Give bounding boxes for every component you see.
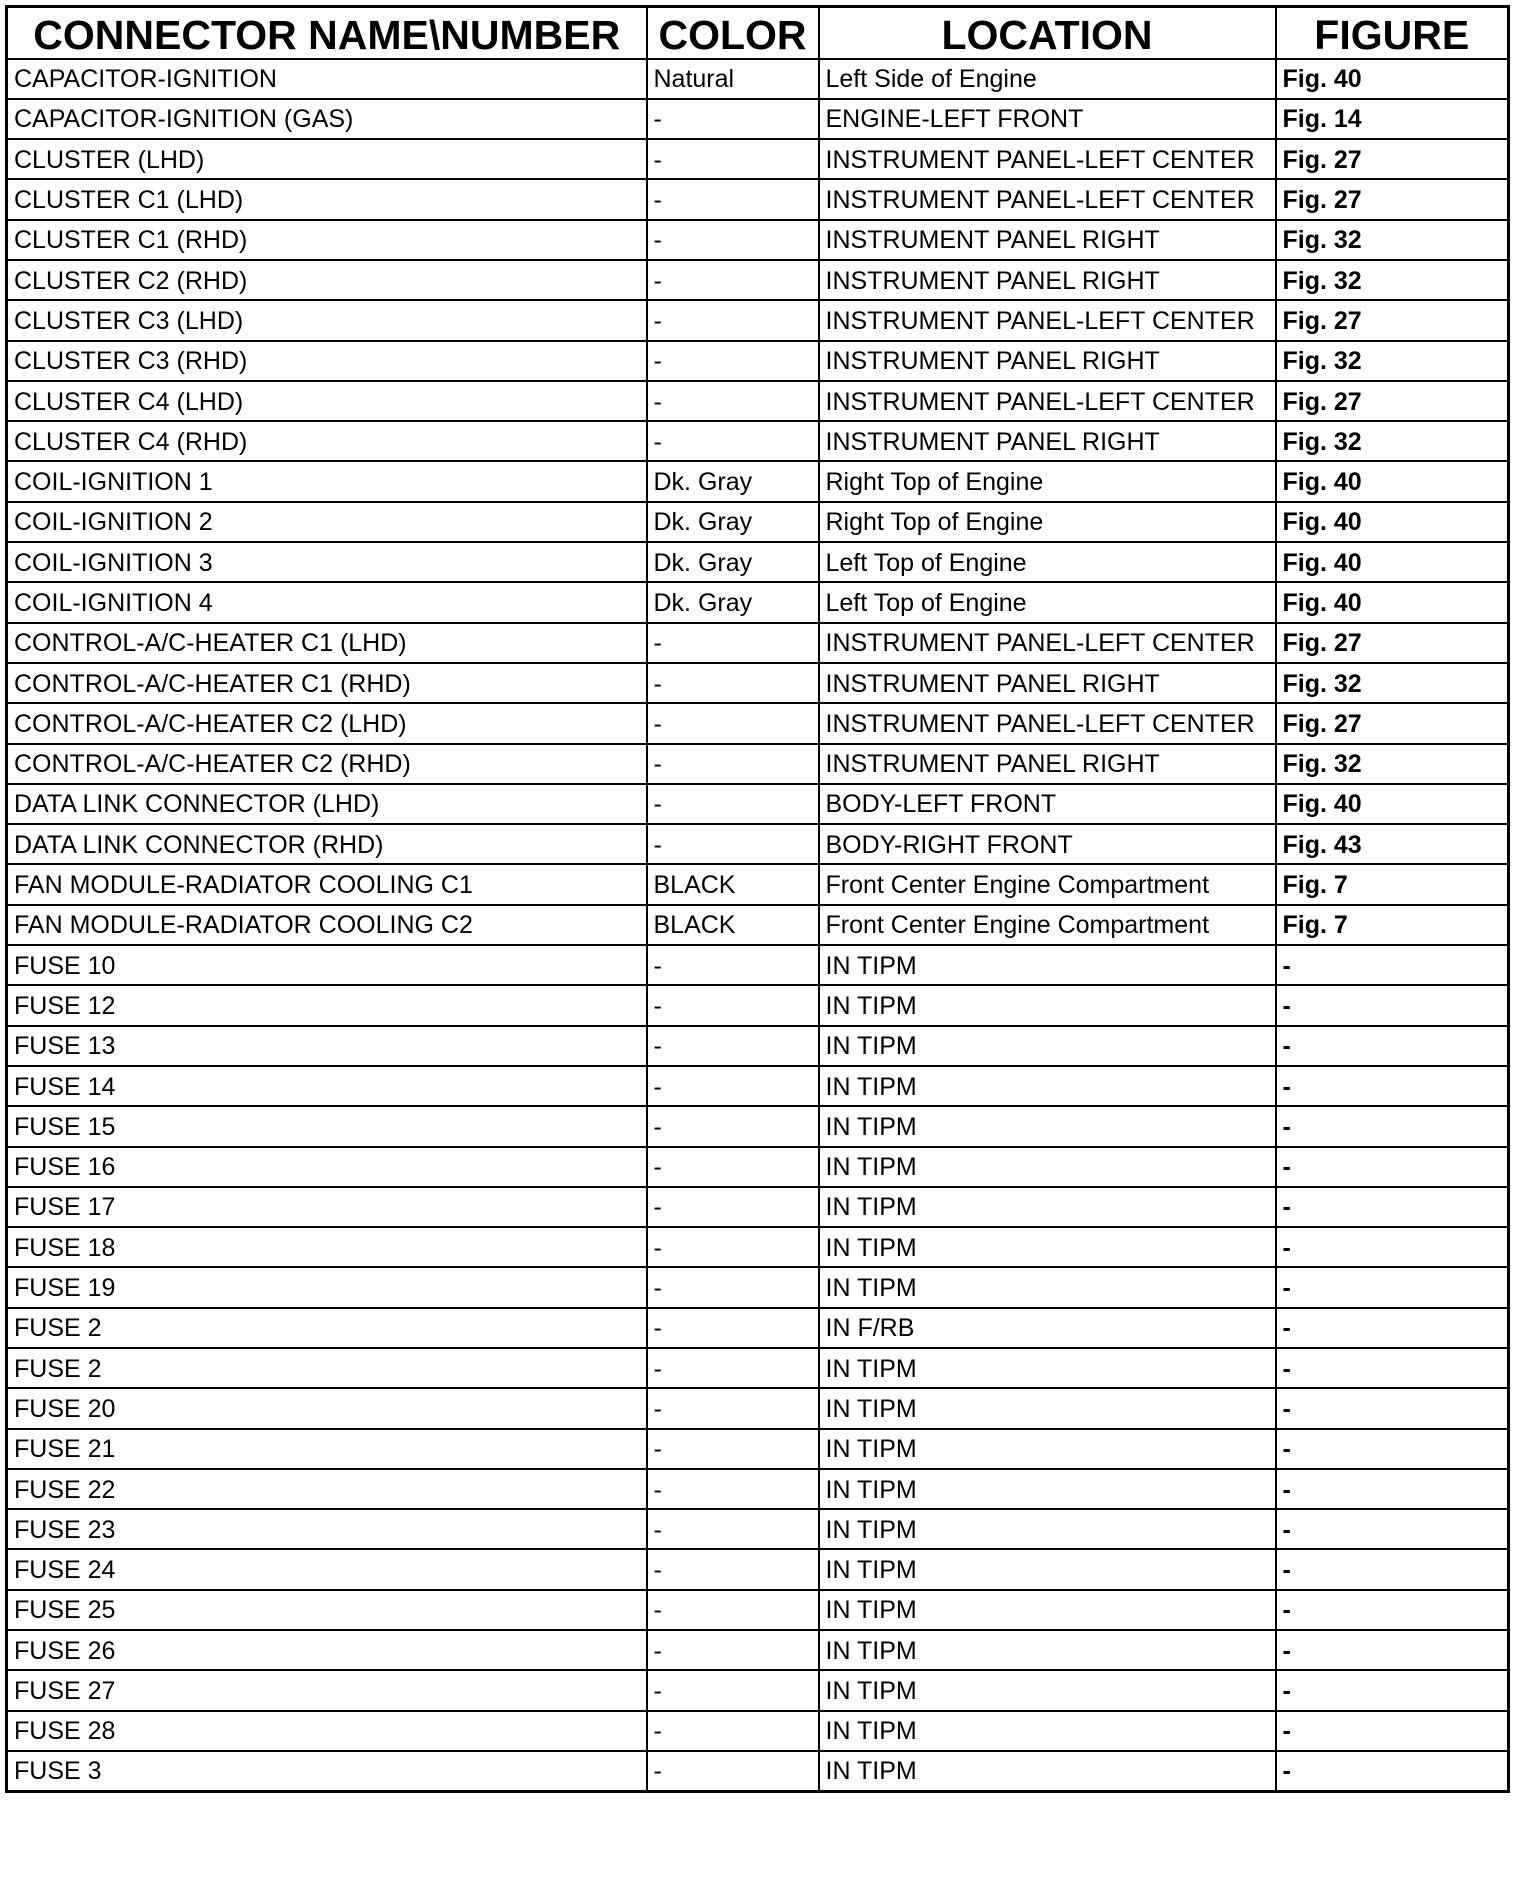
cell-color: - [647,381,819,421]
cell-figure: Fig. 40 [1276,542,1509,582]
cell-connector-name: COIL-IGNITION 1 [7,461,647,501]
cell-location: IN TIPM [819,1429,1276,1469]
cell-location: IN TIPM [819,1066,1276,1106]
table-row [7,1549,1509,1589]
cell-figure: - [1276,1711,1509,1751]
cell-figure: - [1276,1670,1509,1710]
cell-connector-name: FUSE 18 [7,1227,647,1267]
cell-location: INSTRUMENT PANEL RIGHT [819,421,1276,461]
cell-color: - [647,985,819,1025]
cell-connector-name: CLUSTER C4 (RHD) [7,421,647,461]
cell-color: - [647,1549,819,1589]
cell-connector-name: FAN MODULE-RADIATOR COOLING C1 [7,864,647,904]
cell-location: INSTRUMENT PANEL RIGHT [819,260,1276,300]
cell-location: IN TIPM [819,1549,1276,1589]
cell-figure: - [1276,945,1509,985]
cell-connector-name: FAN MODULE-RADIATOR COOLING C2 [7,905,647,945]
table-row [7,1147,1509,1187]
table-row [7,179,1509,219]
cell-figure: - [1276,985,1509,1025]
cell-figure: Fig. 43 [1276,824,1509,864]
table-row [7,1066,1509,1106]
cell-figure: - [1276,1227,1509,1267]
table-row [7,542,1509,582]
cell-location: IN F/RB [819,1308,1276,1348]
header-connector-name: CONNECTOR NAME\NUMBER [7,7,647,59]
cell-figure: - [1276,1026,1509,1066]
cell-figure: Fig. 7 [1276,905,1509,945]
cell-figure: Fig. 27 [1276,623,1509,663]
cell-color: - [647,1388,819,1428]
table-row [7,824,1509,864]
cell-location: IN TIPM [819,945,1276,985]
cell-location: Left Top of Engine [819,582,1276,622]
cell-figure: - [1276,1630,1509,1670]
cell-figure: - [1276,1187,1509,1227]
cell-figure: Fig. 40 [1276,502,1509,542]
table-header [7,7,1509,59]
cell-color: - [647,341,819,381]
cell-connector-name: FUSE 26 [7,1630,647,1670]
cell-figure: - [1276,1429,1509,1469]
table-row [7,1630,1509,1670]
table-row [7,1469,1509,1509]
cell-connector-name: CLUSTER C3 (LHD) [7,300,647,340]
cell-color: Dk. Gray [647,582,819,622]
cell-color: - [647,1469,819,1509]
cell-location: INSTRUMENT PANEL RIGHT [819,744,1276,784]
cell-figure: Fig. 27 [1276,703,1509,743]
cell-figure: - [1276,1106,1509,1146]
cell-color: - [647,1670,819,1710]
cell-connector-name: FUSE 16 [7,1147,647,1187]
cell-location: IN TIPM [819,1267,1276,1307]
table-row [7,1388,1509,1428]
table-row [7,663,1509,703]
table-row [7,905,1509,945]
cell-connector-name: CLUSTER C2 (RHD) [7,260,647,300]
cell-color: - [647,663,819,703]
table-row [7,582,1509,622]
cell-location: Right Top of Engine [819,502,1276,542]
cell-location: INSTRUMENT PANEL-LEFT CENTER [819,179,1276,219]
cell-connector-name: FUSE 17 [7,1187,647,1227]
cell-figure: Fig. 14 [1276,99,1509,139]
table-row [7,703,1509,743]
cell-figure: Fig. 32 [1276,744,1509,784]
cell-figure: - [1276,1388,1509,1428]
cell-location: IN TIPM [819,985,1276,1025]
cell-color: - [647,99,819,139]
cell-connector-name: FUSE 23 [7,1509,647,1549]
cell-location: BODY-RIGHT FRONT [819,824,1276,864]
cell-color: - [647,1711,819,1751]
cell-connector-name: FUSE 20 [7,1388,647,1428]
cell-connector-name: FUSE 27 [7,1670,647,1710]
cell-color: - [647,1066,819,1106]
cell-location: IN TIPM [819,1348,1276,1388]
cell-location: Front Center Engine Compartment [819,905,1276,945]
cell-connector-name: CLUSTER (LHD) [7,139,647,179]
table-row [7,461,1509,501]
cell-location: IN TIPM [819,1469,1276,1509]
cell-color: - [647,824,819,864]
cell-color: Natural [647,59,819,99]
cell-connector-name: FUSE 3 [7,1751,647,1791]
table-row [7,381,1509,421]
cell-location: Front Center Engine Compartment [819,864,1276,904]
cell-location: Right Top of Engine [819,461,1276,501]
cell-location: Left Top of Engine [819,542,1276,582]
table-row [7,1026,1509,1066]
table-body [7,59,1509,1792]
cell-color: - [647,220,819,260]
table-row [7,945,1509,985]
cell-color: - [647,1429,819,1469]
cell-location: INSTRUMENT PANEL-LEFT CENTER [819,300,1276,340]
cell-figure: - [1276,1751,1509,1791]
cell-color: - [647,421,819,461]
table-row [7,59,1509,99]
table-row [7,1308,1509,1348]
cell-color: Dk. Gray [647,542,819,582]
cell-connector-name: FUSE 21 [7,1429,647,1469]
cell-figure: - [1276,1267,1509,1307]
cell-color: Dk. Gray [647,502,819,542]
cell-connector-name: FUSE 19 [7,1267,647,1307]
table-row [7,1348,1509,1388]
cell-location: Left Side of Engine [819,59,1276,99]
cell-location: IN TIPM [819,1751,1276,1791]
cell-figure: Fig. 40 [1276,461,1509,501]
cell-color: - [647,260,819,300]
cell-color: Dk. Gray [647,461,819,501]
cell-color: - [647,1751,819,1791]
cell-figure: Fig. 40 [1276,784,1509,824]
cell-connector-name: CLUSTER C3 (RHD) [7,341,647,381]
cell-location: IN TIPM [819,1388,1276,1428]
cell-figure: - [1276,1348,1509,1388]
table-row [7,99,1509,139]
cell-connector-name: FUSE 13 [7,1026,647,1066]
cell-color: - [647,744,819,784]
cell-connector-name: FUSE 22 [7,1469,647,1509]
table-row [7,421,1509,461]
table-row [7,1227,1509,1267]
cell-color: - [647,945,819,985]
cell-connector-name: CLUSTER C1 (LHD) [7,179,647,219]
table-row [7,864,1509,904]
cell-figure: Fig. 32 [1276,260,1509,300]
cell-location: IN TIPM [819,1630,1276,1670]
table-row [7,985,1509,1025]
cell-color: - [647,1590,819,1630]
cell-connector-name: FUSE 2 [7,1348,647,1388]
cell-color: - [647,784,819,824]
cell-connector-name: CONTROL-A/C-HEATER C1 (LHD) [7,623,647,663]
cell-location: INSTRUMENT PANEL RIGHT [819,341,1276,381]
table-row [7,502,1509,542]
table-row [7,1711,1509,1751]
table-row [7,1670,1509,1710]
table-row [7,1429,1509,1469]
cell-connector-name: CONTROL-A/C-HEATER C2 (LHD) [7,703,647,743]
cell-color: - [647,1026,819,1066]
cell-connector-name: CAPACITOR-IGNITION (GAS) [7,99,647,139]
cell-figure: Fig. 32 [1276,341,1509,381]
cell-figure: - [1276,1549,1509,1589]
cell-connector-name: DATA LINK CONNECTOR (LHD) [7,784,647,824]
header-location: LOCATION [819,7,1276,59]
cell-location: IN TIPM [819,1590,1276,1630]
cell-connector-name: FUSE 25 [7,1590,647,1630]
cell-connector-name: FUSE 12 [7,985,647,1025]
table-row [7,744,1509,784]
cell-figure: Fig. 32 [1276,220,1509,260]
table-row [7,1751,1509,1791]
table-row [7,139,1509,179]
cell-figure: Fig. 40 [1276,59,1509,99]
cell-color: - [647,1509,819,1549]
table-row [7,1187,1509,1227]
cell-location: INSTRUMENT PANEL-LEFT CENTER [819,139,1276,179]
cell-location: INSTRUMENT PANEL-LEFT CENTER [819,381,1276,421]
cell-connector-name: CAPACITOR-IGNITION [7,59,647,99]
cell-figure: Fig. 27 [1276,139,1509,179]
header-row [7,7,1509,59]
cell-color: - [647,1308,819,1348]
cell-location: INSTRUMENT PANEL-LEFT CENTER [819,703,1276,743]
cell-figure: - [1276,1590,1509,1630]
cell-color: - [647,1106,819,1146]
cell-connector-name: CONTROL-A/C-HEATER C2 (RHD) [7,744,647,784]
cell-location: IN TIPM [819,1147,1276,1187]
cell-color: - [647,1227,819,1267]
cell-figure: Fig. 27 [1276,381,1509,421]
cell-figure: - [1276,1066,1509,1106]
cell-connector-name: FUSE 10 [7,945,647,985]
cell-figure: - [1276,1509,1509,1549]
cell-figure: Fig. 32 [1276,663,1509,703]
cell-connector-name: COIL-IGNITION 2 [7,502,647,542]
cell-location: INSTRUMENT PANEL RIGHT [819,220,1276,260]
table-row [7,341,1509,381]
cell-location: IN TIPM [819,1670,1276,1710]
cell-connector-name: FUSE 28 [7,1711,647,1751]
table-row [7,1590,1509,1630]
cell-figure: Fig. 7 [1276,864,1509,904]
cell-connector-name: CLUSTER C4 (LHD) [7,381,647,421]
cell-figure: - [1276,1469,1509,1509]
cell-location: BODY-LEFT FRONT [819,784,1276,824]
cell-color: BLACK [647,864,819,904]
cell-connector-name: COIL-IGNITION 4 [7,582,647,622]
cell-figure: - [1276,1147,1509,1187]
cell-color: - [647,1147,819,1187]
cell-connector-name: CONTROL-A/C-HEATER C1 (RHD) [7,663,647,703]
cell-location: IN TIPM [819,1187,1276,1227]
cell-location: IN TIPM [819,1026,1276,1066]
cell-connector-name: CLUSTER C1 (RHD) [7,220,647,260]
cell-color: - [647,1187,819,1227]
cell-color: BLACK [647,905,819,945]
cell-location: INSTRUMENT PANEL-LEFT CENTER [819,623,1276,663]
cell-color: - [647,1267,819,1307]
cell-location: IN TIPM [819,1106,1276,1146]
cell-color: - [647,1630,819,1670]
cell-connector-name: FUSE 2 [7,1308,647,1348]
cell-figure: - [1276,1308,1509,1348]
connector-table [5,5,1510,1793]
cell-location: INSTRUMENT PANEL RIGHT [819,663,1276,703]
table-row [7,260,1509,300]
cell-color: - [647,300,819,340]
table-row [7,1509,1509,1549]
table-row [7,1267,1509,1307]
cell-color: - [647,623,819,663]
cell-connector-name: COIL-IGNITION 3 [7,542,647,582]
table-row [7,300,1509,340]
cell-connector-name: FUSE 14 [7,1066,647,1106]
cell-location: IN TIPM [819,1711,1276,1751]
cell-color: - [647,1348,819,1388]
cell-color: - [647,179,819,219]
header-figure: FIGURE [1276,7,1509,59]
cell-figure: Fig. 27 [1276,300,1509,340]
cell-figure: Fig. 40 [1276,582,1509,622]
cell-connector-name: FUSE 24 [7,1549,647,1589]
header-color: COLOR [647,7,819,59]
cell-color: - [647,139,819,179]
table-row [7,220,1509,260]
cell-figure: Fig. 32 [1276,421,1509,461]
cell-figure: Fig. 27 [1276,179,1509,219]
cell-location: IN TIPM [819,1509,1276,1549]
cell-connector-name: FUSE 15 [7,1106,647,1146]
cell-color: - [647,703,819,743]
cell-location: IN TIPM [819,1227,1276,1267]
table-row [7,784,1509,824]
cell-location: ENGINE-LEFT FRONT [819,99,1276,139]
table-row [7,1106,1509,1146]
table-row [7,623,1509,663]
cell-connector-name: DATA LINK CONNECTOR (RHD) [7,824,647,864]
